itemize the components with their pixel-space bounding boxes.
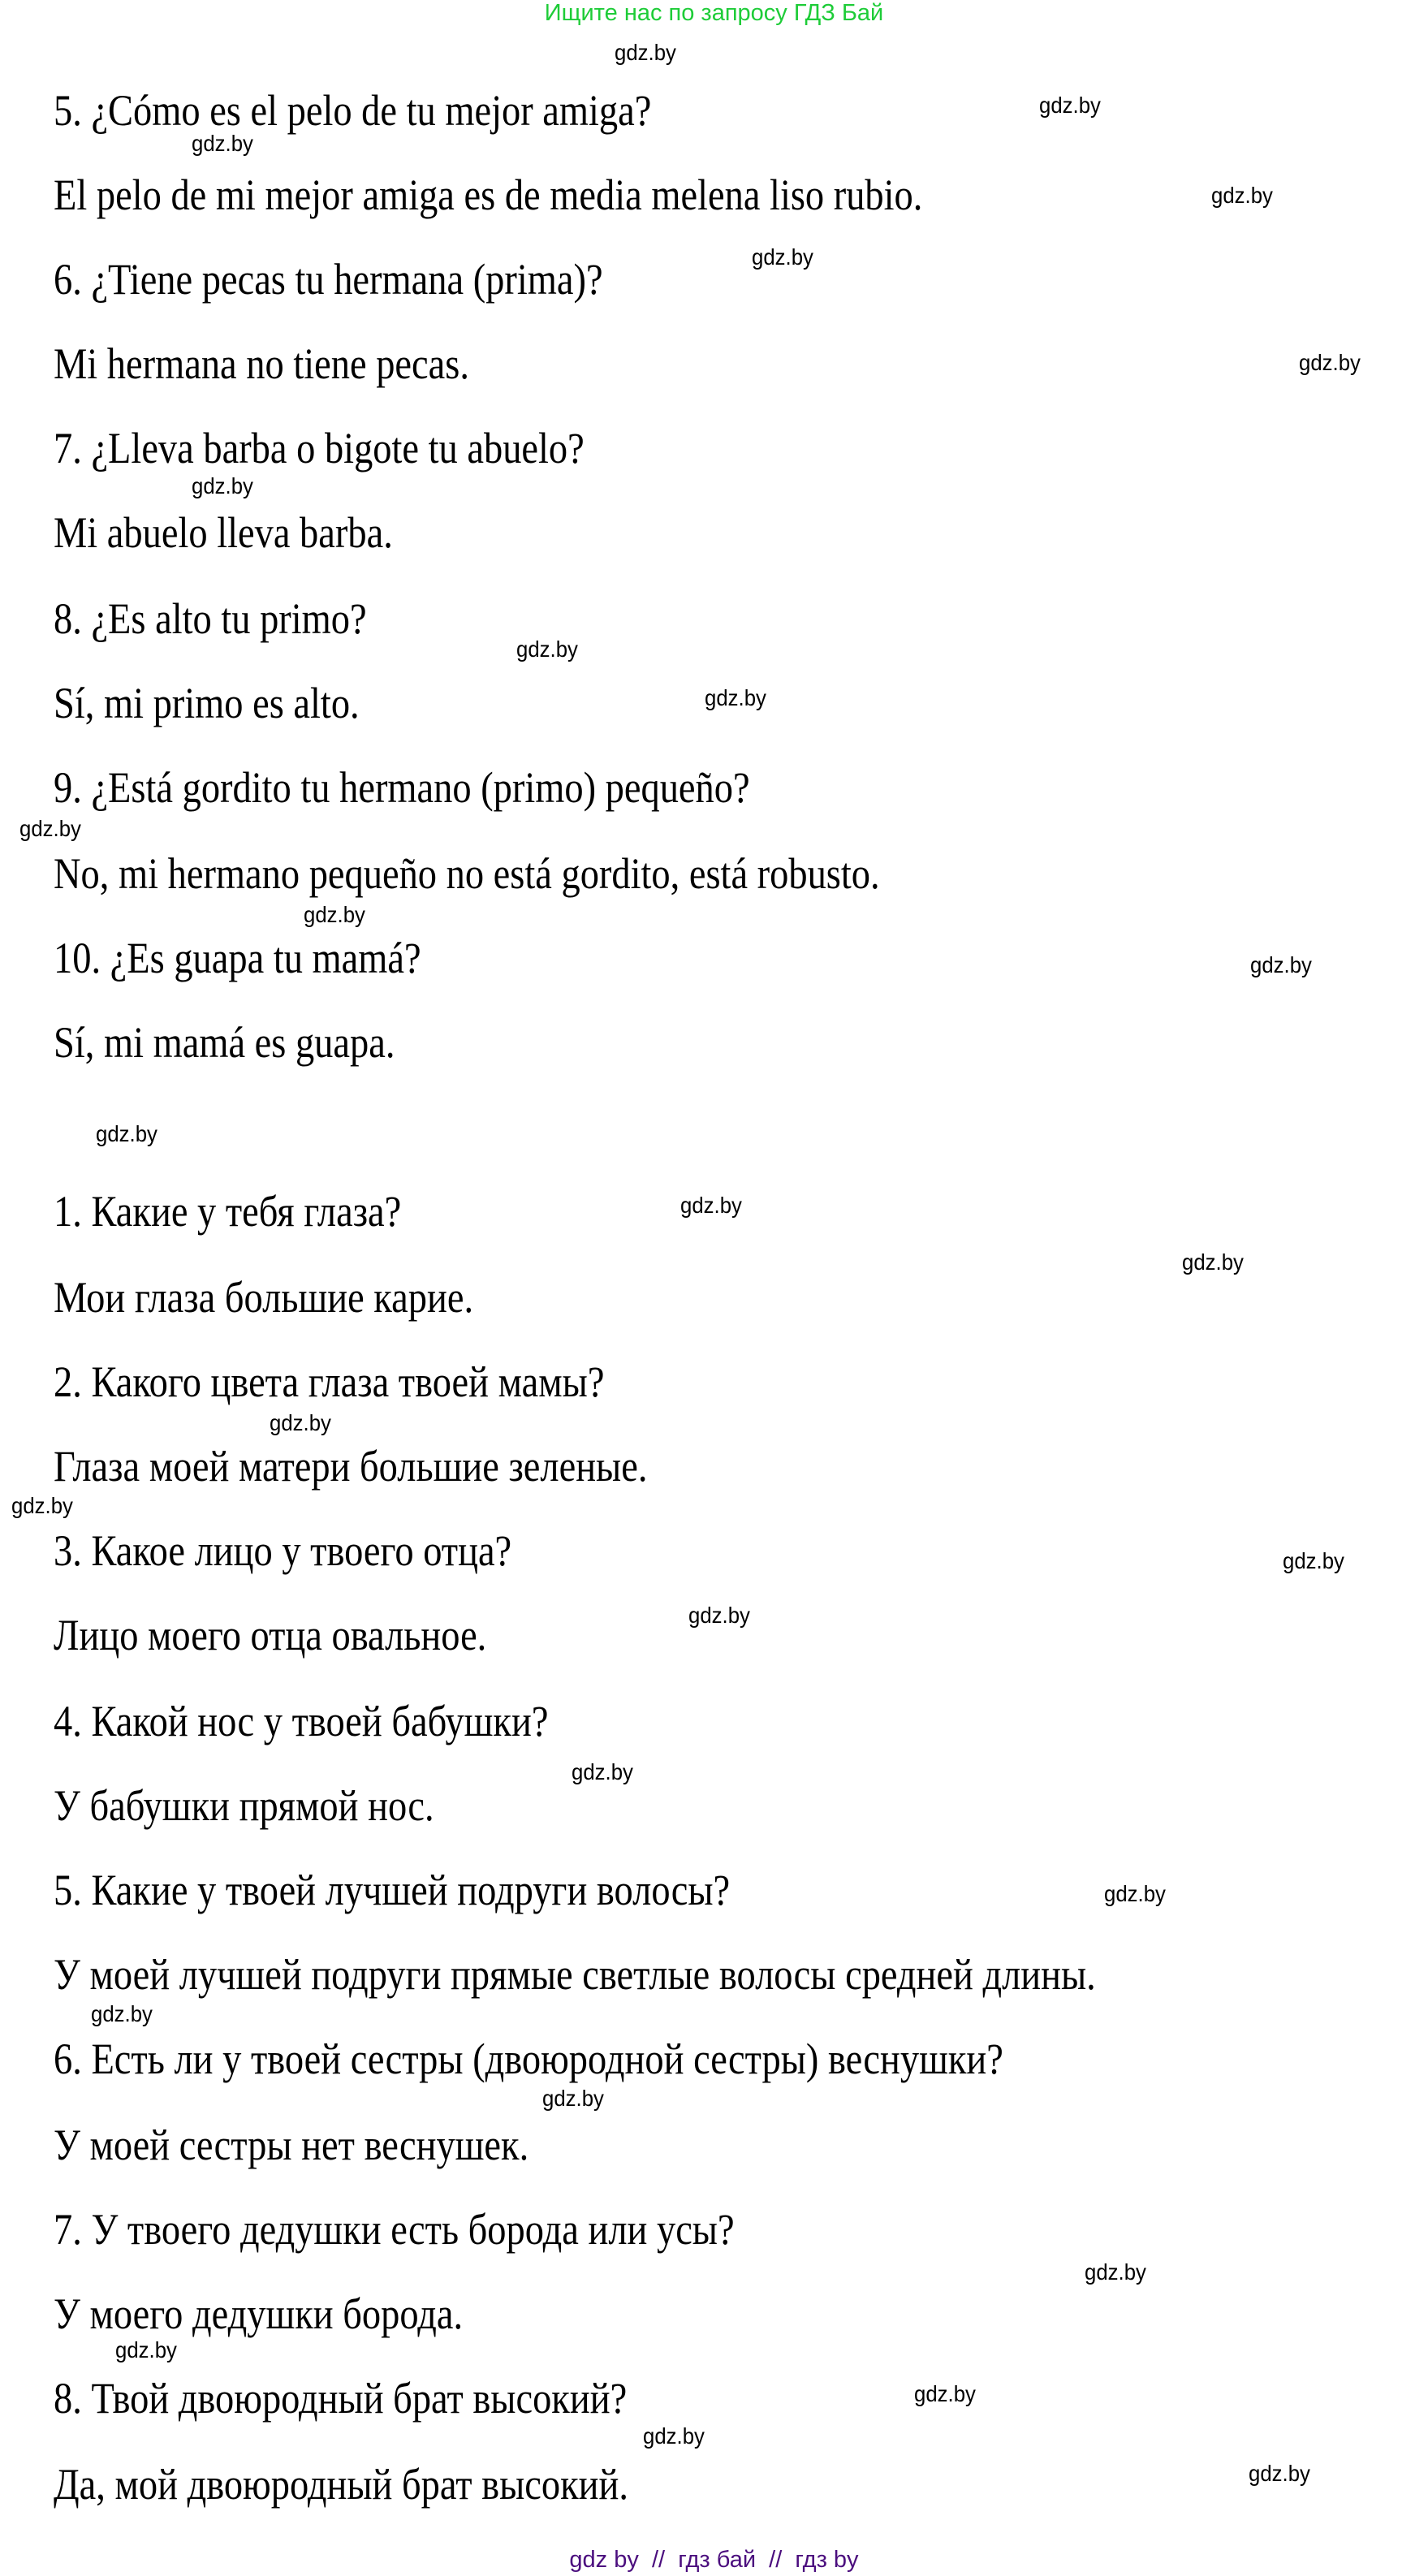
answer-es-9: No, mi hermano pequeño no está gordito, está robusto. [54, 849, 880, 898]
answer-es-7: Mi abuelo lleva barba. [54, 508, 393, 557]
watermark: gdz.by [914, 2381, 976, 2406]
watermark: gdz.by [304, 902, 365, 927]
watermark: gdz.by [572, 1759, 633, 1784]
question-ru-8: 8. Твой двоюродный брат высокий? [54, 2374, 628, 2423]
answer-ru-8: Да, мой двоюродный брат высокий. [54, 2460, 628, 2509]
answer-ru-3: Лицо моего отца овальное. [54, 1611, 487, 1659]
question-es-5: 5. ¿Cómo es el pelo de tu mejor amiga? [54, 86, 652, 135]
watermark: gdz.by [1283, 1548, 1344, 1573]
answer-es-6: Mi hermana no tiene pecas. [54, 339, 469, 388]
watermark: gdz.by [11, 1493, 73, 1518]
watermark: gdz.by [688, 1603, 750, 1628]
watermark: gdz.by [1249, 2461, 1310, 2486]
footer-links: gdz by // гдз бай // гдз by [569, 2547, 859, 2573]
watermark: gdz.by [1104, 1881, 1166, 1906]
question-ru-1: 1. Какие у тебя глаза? [54, 1187, 402, 1236]
answer-ru-4: У бабушки прямой нос. [54, 1781, 434, 1830]
watermark: gdz.by [192, 473, 253, 498]
watermark: gdz.by [1299, 350, 1361, 375]
question-ru-5: 5. Какие у твоей лучшей подруги волосы? [54, 1866, 731, 1914]
answer-ru-6: У моей сестры нет веснушек. [54, 2121, 529, 2169]
watermark: gdz.by [615, 40, 676, 65]
watermark: gdz.by [1250, 952, 1312, 977]
watermark: gdz.by [752, 244, 813, 270]
question-es-10: 10. ¿Es guapa tu mamá? [54, 934, 421, 982]
site-banner: Ищите нас по запросу ГДЗ Бай [544, 0, 884, 26]
watermark: gdz.by [96, 1121, 157, 1146]
question-ru-3: 3. Какое лицо у твоего отца? [54, 1526, 512, 1575]
answer-es-5: El pelo de mi mejor amiga es de media melena liso rubio. [54, 170, 923, 219]
question-es-8: 8. ¿Es alto tu primo? [54, 594, 367, 643]
watermark: gdz.by [1085, 2259, 1146, 2285]
question-ru-2: 2. Какого цвета глаза твоей мамы? [54, 1357, 605, 1406]
watermark: gdz.by [705, 685, 766, 710]
watermark: gdz.by [270, 1410, 331, 1435]
watermark: gdz.by [542, 2086, 604, 2111]
question-es-7: 7. ¿Lleva barba o bigote tu abuelo? [54, 424, 585, 472]
watermark: gdz.by [115, 2337, 177, 2362]
answer-ru-1: Мои глаза большие карие. [54, 1273, 474, 1322]
answer-es-8: Sí, mi primo es alto. [54, 679, 360, 727]
watermark: gdz.by [1211, 183, 1273, 208]
question-es-9: 9. ¿Está gordito tu hermano (primo) pequeño? [54, 763, 750, 812]
question-ru-7: 7. У твоего дедушки есть борода или усы? [54, 2205, 735, 2254]
answer-ru-5: У моей лучшей подруги прямые светлые волосы средней длины. [54, 1950, 1096, 1999]
watermark: gdz.by [1039, 93, 1101, 118]
watermark: gdz.by [91, 2001, 153, 2026]
watermark: gdz.by [680, 1193, 742, 1218]
watermark: gdz.by [1182, 1249, 1244, 1275]
watermark: gdz.by [516, 636, 578, 662]
answer-ru-7: У моего дедушки борода. [54, 2289, 464, 2338]
watermark: gdz.by [19, 816, 81, 841]
question-es-6: 6. ¿Tiene pecas tu hermana (prima)? [54, 255, 603, 304]
answer-es-10: Sí, mi mamá es guapa. [54, 1018, 395, 1067]
question-ru-6: 6. Есть ли у твоей сестры (двоюродной сестры) веснушки? [54, 2034, 1003, 2083]
watermark: gdz.by [192, 131, 253, 156]
watermark: gdz.by [643, 2423, 705, 2449]
question-ru-4: 4. Какой нос у твоей бабушки? [54, 1697, 549, 1745]
answer-ru-2: Глаза моей матери большие зеленые. [54, 1442, 648, 1491]
